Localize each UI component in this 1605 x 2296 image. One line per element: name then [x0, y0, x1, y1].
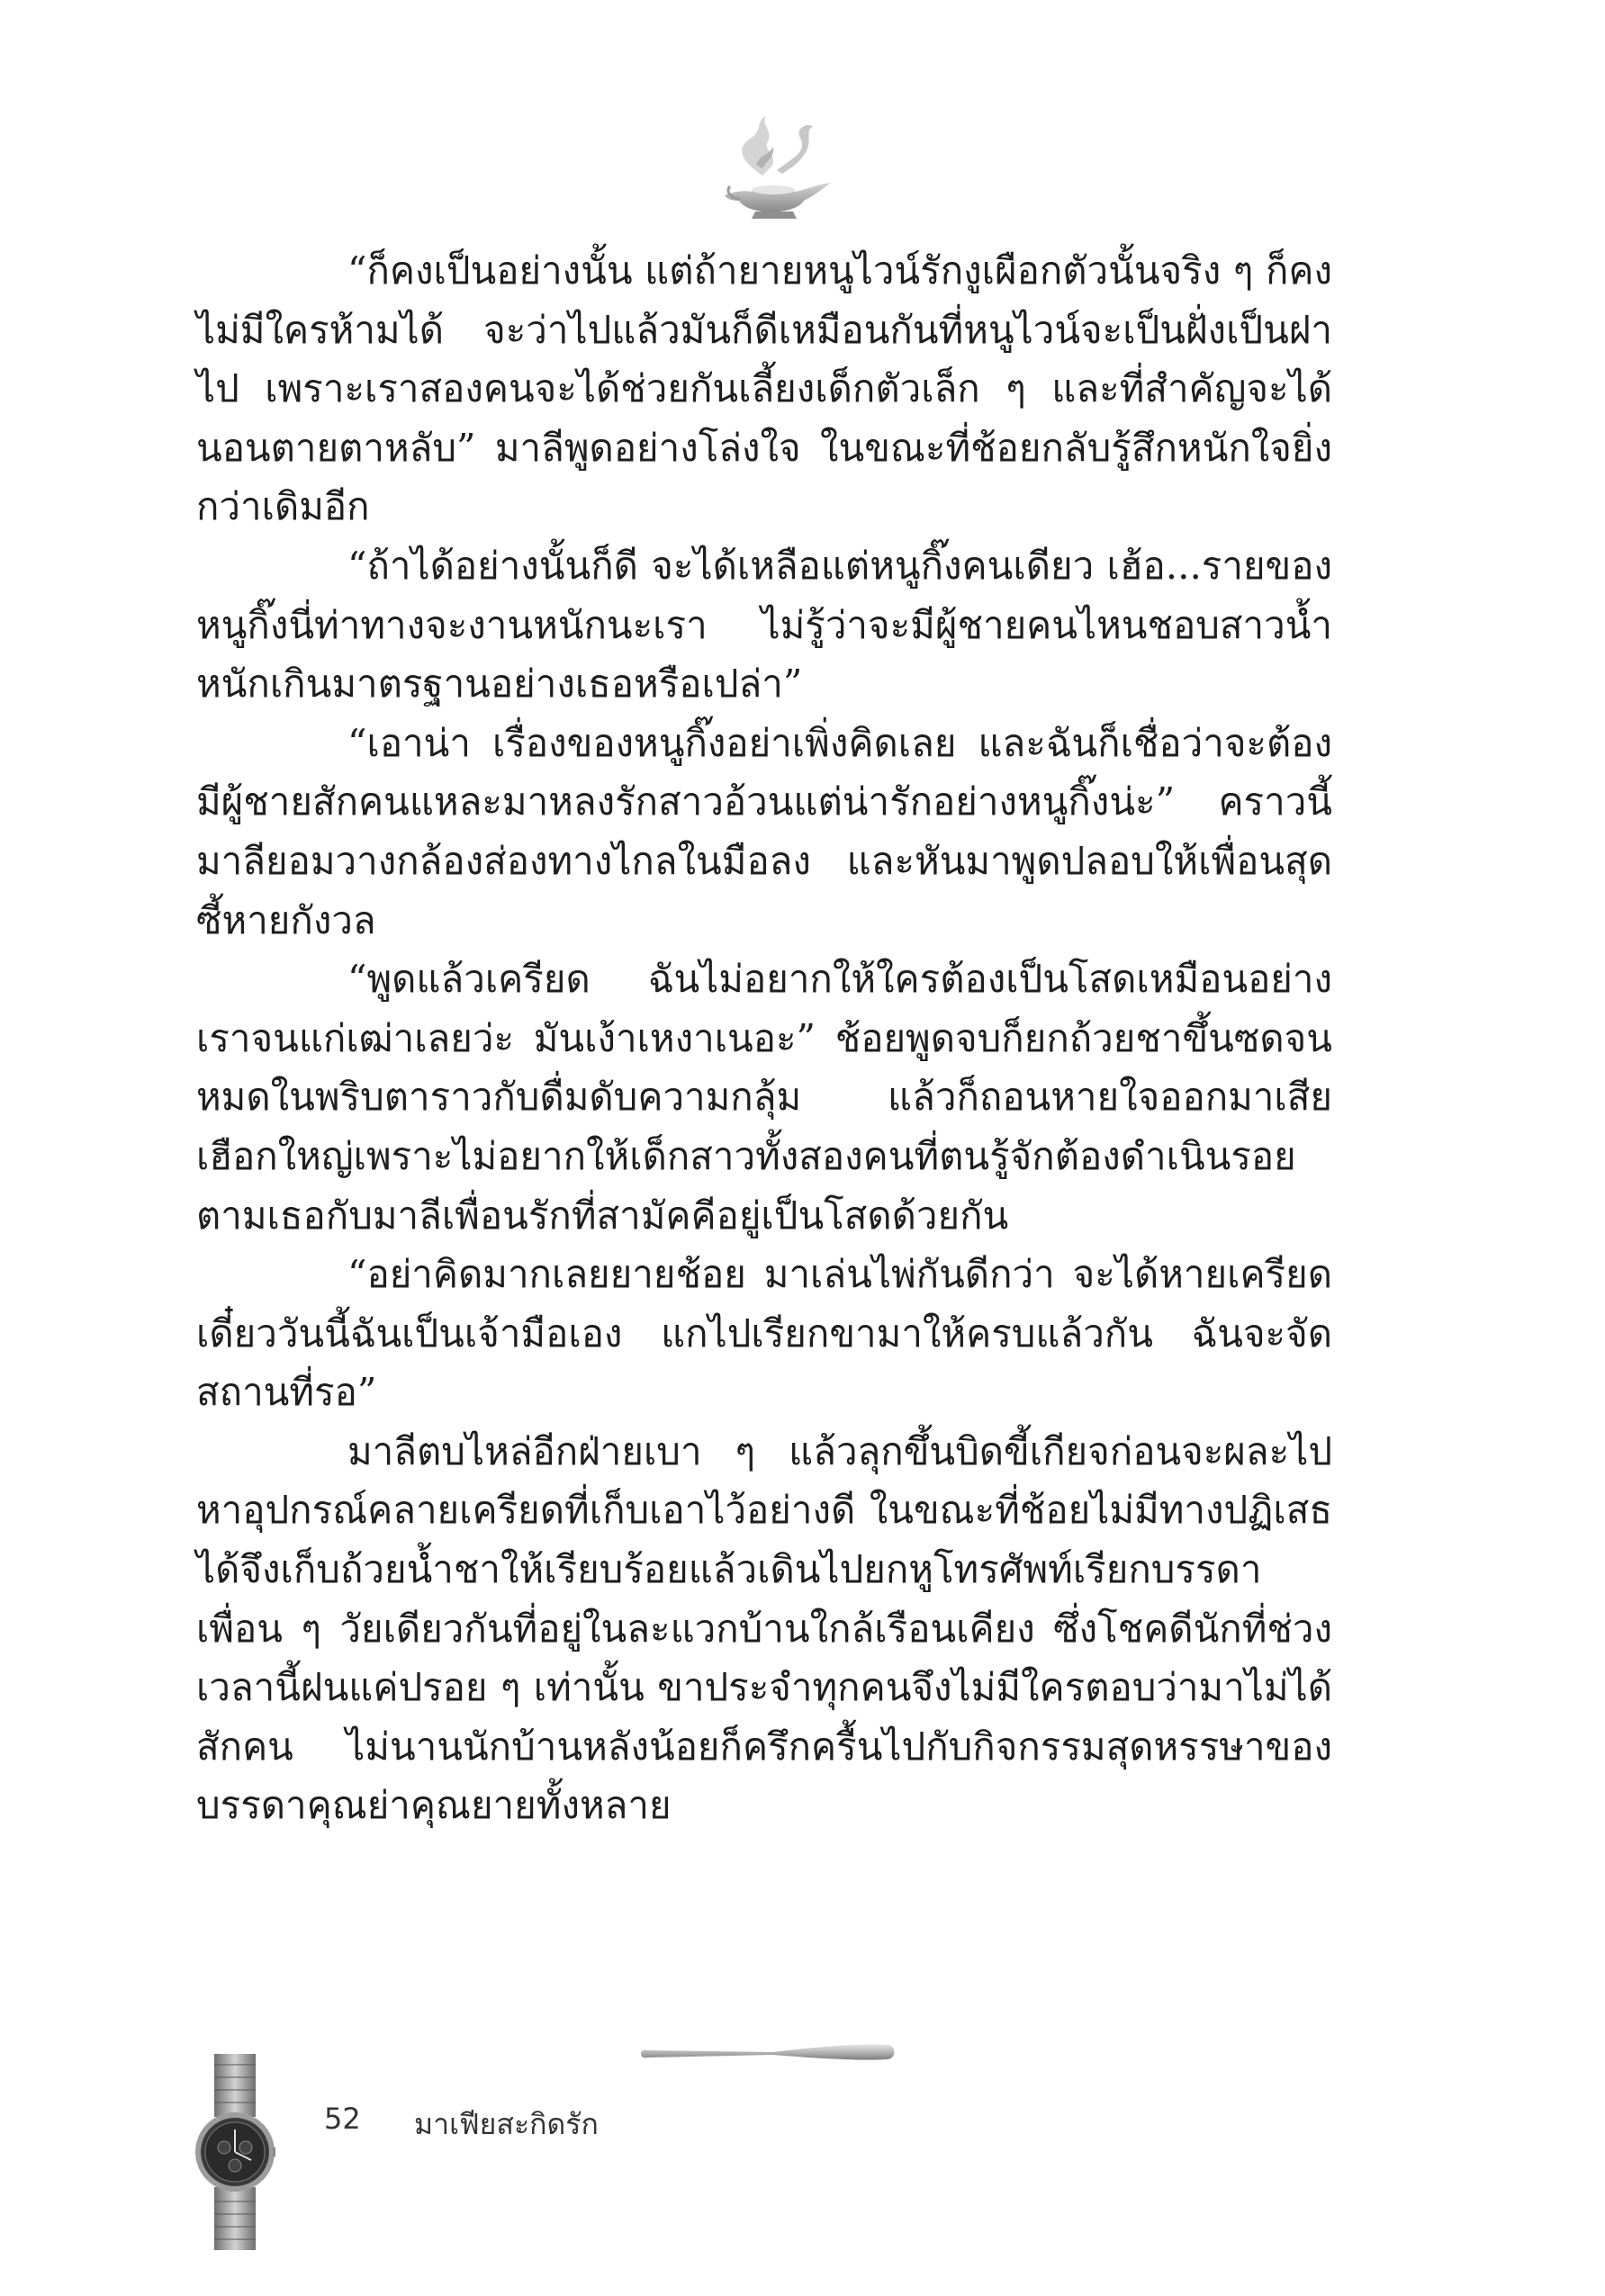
baseball-bat-icon [637, 2034, 898, 2070]
paragraph: “ก็คงเป็นอย่างนั้น แต่ถ้ายายหนูไวน์รักงูเผือกตัวนั้นจริง ๆ ก็คงไม่มีใครห้ามได้ จะว่าไปแล้วมันก็ดีเหมือนกันที่หนูไวน์จะเป็นฝั่งเป็นฝาไป เพราะเราสองคนจะได้ช่วยกันเลี้ยงเด็กตัวเล็ก ๆ และที่สำคัญจะได้นอนตายตาหลับ” มาลีพูดอย่างโล่งใจ ในขณะที่ช้อยกลับรู้สึกหนักใจยิ่งกว่าเดิมอีก [196, 248, 1332, 529]
paragraph: มาลีตบไหล่อีกฝ่ายเบา ๆ แล้วลุกขึ้นบิดขี้เกียจก่อนจะผละไปหาอุปกรณ์คลายเครียดที่เก็บเอาไว้อย่างดี ในขณะที่ช้อยไม่มีทางปฏิเสธได้จึงเก็บถ้วยน้ำชาให้เรียบร้อยแล้วเดินไปยกหูโทรศัพท์เรียกบรรดาเพื่อน ๆ วัยเดียวกันที่อยู่ในละแวกบ้านใกล้เรือนเคียง ซึ่งโชคดีนักที่ช่วงเวลานี้ฝนแค่ปรอย ๆ เท่านั้น ขาประจำทุกคนจึงไม่มีใครตอบว่ามาไม่ได้สักคน ไม่นานนักบ้านหลังน้อยก็ครึกครื้นไปกับกิจกรรมสุดหรรษาของบรรดาคุณย่าคุณยายทั้งหลาย [196, 1428, 1332, 1828]
paragraph: “ถ้าได้อย่างนั้นก็ดี จะได้เหลือแต่หนูกิ๊งคนเดียว เฮ้อ...รายของหนูกิ๊งนี่ท่าทางจะงานหนักนะเรา ไม่รู้ว่าจะมีผู้ชายคนไหนชอบสาวน้ำหนักเกินมาตรฐานอย่างเธอหรือเปล่า” [196, 543, 1332, 707]
paragraph: “เอาน่า เรื่องของหนูกิ๊งอย่าเพิ่งคิดเลย และฉันก็เชื่อว่าจะต้องมีผู้ชายสักคนแหละมาหลงรักสาวอ้วนแต่น่ารักอย่างหนูกิ๊งน่ะ” คราวนี้มาลียอมวางกล้องส่องทางไกลในมือลง และหันมาพูดปลอบให้เพื่อนสุดซี้หายกังวล [196, 720, 1332, 942]
paragraph: “พูดแล้วเครียด ฉันไม่อยากให้ใครต้องเป็นโสดเหมือนอย่างเราจนแก่เฒ่าเลยว่ะ มันเง้าเหงาเนอะ” ช้อยพูดจบก็ยกถ้วยชาขึ้นซดจนหมดในพริบตาราวกับดื่มดับความกลุ้ม แล้วก็ถอนหายใจออกมาเสียเฮือกใหญ่เพราะไม่อยากให้เด็กสาวทั้งสองคนที่ตนรู้จักต้องดำเนินรอยตามเธอกับมาลีเพื่อนรักที่สามัคคีอยู่เป็นโสดด้วยกัน [196, 957, 1332, 1238]
body-text [196, 241, 1332, 1835]
magic-lamp-icon [707, 113, 842, 230]
paragraph: “อย่าคิดมากเลยยายช้อย มาเล่นไพ่กันดีกว่า จะได้หายเครียดเดี๋ยววันนี้ฉันเป็นเจ้ามือเอง แกไปเรียกขามาให้ครบแล้วกัน ฉันจะจัดสถานที่รอ” [196, 1252, 1332, 1415]
book-title: มาเฟียสะกิดรัก [414, 2107, 599, 2141]
wristwatch-icon [194, 2054, 275, 2250]
page-number: 52 [324, 2102, 361, 2136]
